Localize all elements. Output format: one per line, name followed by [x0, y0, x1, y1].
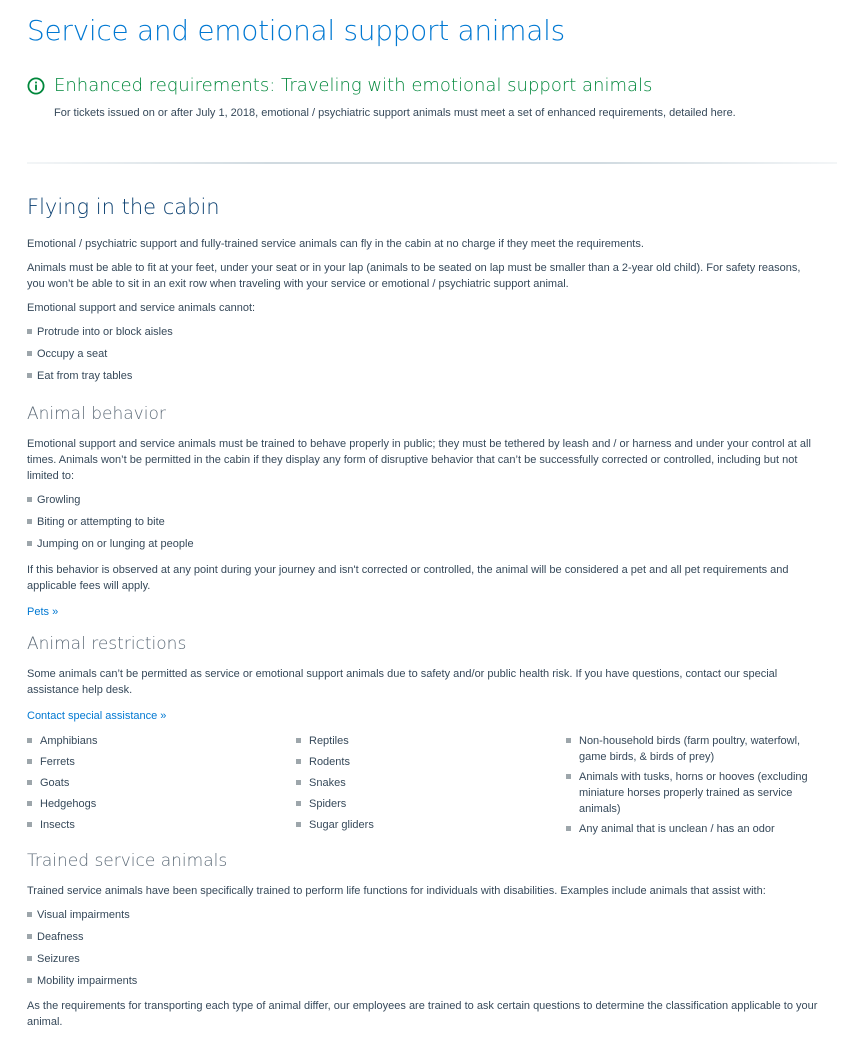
trained-service-animals-section	[27, 851, 837, 1030]
contact-special-assistance-link[interactable]: Contact special assistance »	[27, 710, 167, 722]
behavior-paragraph-1	[27, 436, 837, 484]
cabin-p2-line-1: Animals must be able to fit at your feet, under your seat or in your lap (animals to be seated on lap must be smaller than a 2-year old child). For safety reasons,	[27, 262, 801, 274]
behavior-p1-line-3: limited to:	[27, 470, 75, 482]
list-item: Biting or attempting to bite	[27, 514, 837, 530]
list-item-line: animals)	[579, 803, 621, 815]
list-item: Spiders	[296, 796, 374, 812]
list-item: Rodents	[296, 754, 374, 770]
list-item: Visual impairments	[27, 907, 837, 923]
trained-paragraph-2	[27, 998, 837, 1030]
behavior-paragraph-2	[27, 562, 837, 594]
list-item: Jumping on or lunging at people	[27, 536, 837, 552]
restricted-column-2	[296, 733, 374, 833]
notice-body: For tickets issued on or after July 1, 2018, emotional / psychiatric support animals must meet a set of enhanced requirements, detailed here.	[54, 107, 736, 119]
list-item: Sugar gliders	[296, 817, 374, 833]
cabin-paragraph-3: Emotional support and service animals cannot:	[27, 302, 256, 314]
trained-service-animals-heading: Trained service animals	[27, 851, 228, 871]
restrictions-p1-line-1: Some animals can’t be permitted as service or emotional support animals due to safety and/or public health risk. If you have questions, contact our special	[27, 668, 778, 680]
list-item	[566, 769, 826, 817]
trained-p1-text: Trained service animals have been specifically trained to perform life functions for individuals with disabilities. Examples include animals that assist with:	[27, 885, 766, 897]
list-item-line: game birds, & birds of prey)	[579, 751, 715, 763]
behavior-p1-line-2: times. Animals won’t be permitted in the cabin if they display any form of disruptive behavior that can’t be successfully corrected or controlled, including but not	[27, 454, 798, 466]
restrictions-paragraph	[27, 666, 837, 698]
cabin-p1-text: Emotional / psychiatric support and fully-trained service animals can fly in the cabin at no charge if they meet the requirements.	[27, 238, 644, 250]
animal-behavior-section	[27, 404, 837, 620]
enhanced-requirements-notice	[27, 75, 837, 119]
list-item-line: miniature horses properly trained as service	[579, 787, 793, 799]
list-item: Amphibians	[27, 733, 97, 749]
pets-link[interactable]: Pets »	[27, 606, 59, 618]
list-item: Ferrets	[27, 754, 97, 770]
list-item: Hedgehogs	[27, 796, 97, 812]
restricted-column-1	[27, 733, 97, 833]
cabin-cannot-list	[27, 324, 837, 384]
trained-p2-line-1: As the requirements for transporting each type of animal differ, our employees are trained to ask certain questions to determine the classification applicable to your	[27, 1000, 818, 1012]
restrictions-p1-line-2: assistance help desk.	[27, 684, 133, 696]
behavior-p2-line-1: If this behavior is observed at any point during your journey and isn't corrected or controlled, the animal will be considered a pet and all pet requirements and	[27, 564, 789, 576]
flying-in-cabin-section	[27, 195, 837, 384]
list-item: Seizures	[27, 951, 837, 967]
flying-in-cabin-heading: Flying in the cabin	[27, 195, 220, 219]
list-item: Deafness	[27, 929, 837, 945]
list-item: Reptiles	[296, 733, 374, 749]
list-item: Growling	[27, 492, 837, 508]
list-item: Eat from tray tables	[27, 368, 837, 384]
list-item-line: Any animal that is unclean / has an odor	[579, 823, 775, 835]
behavior-p1-line-1: Emotional support and service animals must be trained to behave properly in public; they must be tethered by leash and / or harness and under your control at all	[27, 438, 811, 450]
list-item-line: Non-household birds (farm poultry, waterfowl,	[579, 735, 801, 747]
list-item: Protrude into or block aisles	[27, 324, 837, 340]
cabin-paragraph-1	[27, 236, 837, 252]
list-item	[566, 733, 826, 765]
list-item: Insects	[27, 817, 97, 833]
cabin-p2-line-2: you won’t be able to sit in an exit row when traveling with your service or emotional / psychiatric support animal.	[27, 278, 569, 290]
animal-behavior-heading: Animal behavior	[27, 404, 166, 424]
list-item: Mobility impairments	[27, 973, 837, 989]
trained-paragraph-1	[27, 883, 837, 899]
list-item	[566, 821, 826, 837]
notice-title-row	[27, 75, 837, 96]
info-circle-icon	[27, 77, 45, 95]
section-divider	[27, 162, 837, 164]
trained-list	[27, 907, 837, 989]
notice-title: Enhanced requirements: Traveling with emotional support animals	[54, 75, 653, 96]
list-item: Snakes	[296, 775, 374, 791]
cabin-paragraph-2	[27, 260, 837, 292]
restricted-column-3	[566, 733, 826, 837]
restricted-animals-columns	[27, 733, 837, 843]
list-item-line: Animals with tusks, horns or hooves (excluding	[579, 771, 808, 783]
animal-restrictions-heading: Animal restrictions	[27, 634, 187, 654]
list-item: Occupy a seat	[27, 346, 837, 362]
behavior-list	[27, 492, 837, 552]
list-item: Goats	[27, 775, 97, 791]
animal-restrictions-section	[27, 634, 837, 843]
page-title: Service and emotional support animals	[27, 14, 565, 47]
trained-p2-line-2: animal.	[27, 1016, 63, 1028]
behavior-p2-line-2: applicable fees will apply.	[27, 580, 151, 592]
